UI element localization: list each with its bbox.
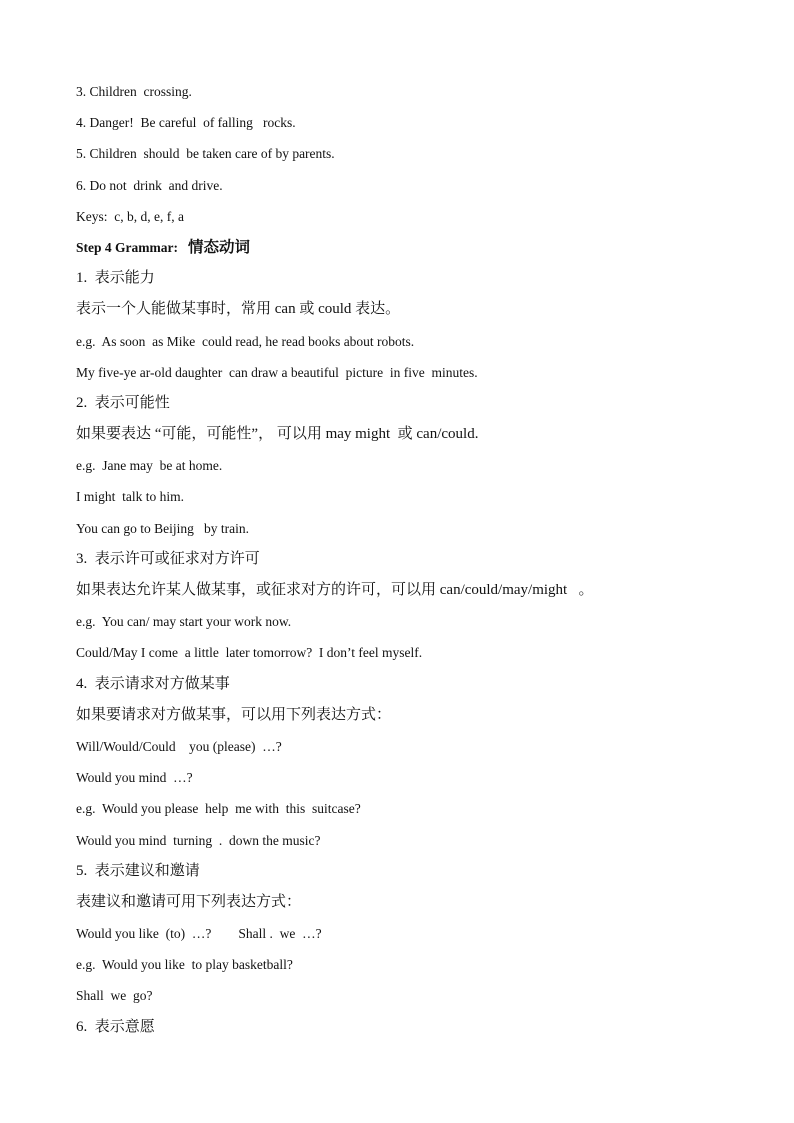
- example-line: e.g. Would you like to play basketball?: [76, 957, 293, 973]
- section-heading: 6. 表示意愿: [76, 1018, 155, 1035]
- text-line: 3. Children crossing.: [76, 84, 192, 99]
- answer-keys: Keys: c, b, d, e, f, a: [76, 208, 184, 224]
- example-line: e.g. As soon as Mike could read, he read books about robots.: [76, 333, 415, 349]
- section-heading: 1. 表示能力: [76, 270, 155, 287]
- section-heading: 2. 表示可能性: [76, 394, 170, 411]
- text-line: 表示一个人能做某事时，常用 can 或 could 表达。: [76, 301, 401, 318]
- text-line: 如果表达允许某人做某事，或征求对方的许可，可以用 can/could/may/might 。: [76, 582, 594, 598]
- pattern-line: Would you mind …?: [76, 770, 193, 786]
- text-line: 如果要表达 “可能，可能性”， 可以用 may might 或 can/could.: [76, 426, 479, 443]
- section-heading: 3. 表示许可或征求对方许可: [76, 550, 260, 567]
- example-line: You can go to Beijing by train.: [76, 520, 249, 536]
- example-line: e.g. You can/ may start your work now.: [76, 614, 292, 630]
- example-line: My five-ye ar-old daughter can draw a beautiful picture in five minutes.: [76, 364, 478, 380]
- text-line: 6. Do not drink and drive.: [76, 177, 223, 193]
- step-heading: [76, 232, 756, 263]
- document-body: [76, 76, 756, 1043]
- example-line: Would you mind turning . down the music?: [76, 832, 321, 848]
- text-line: 表建议和邀请可用下列表达方式：: [76, 893, 302, 910]
- example-line: e.g. Would you please help me with this suitcase?: [76, 801, 361, 817]
- step-heading-label: Step 4 Grammar:: [76, 239, 178, 255]
- text-line: 4. Danger! Be careful of falling rocks.: [76, 115, 296, 131]
- example-line: Could/May I come a little later tomorrow? I don’t feel myself.: [76, 645, 423, 661]
- text-line: 如果要请求对方做某事，可以用下列表达方式：: [76, 706, 392, 723]
- example-line: e.g. Jane may be at home.: [76, 458, 223, 474]
- example-line: Shall we go?: [76, 988, 153, 1004]
- pattern-line: Would you like (to) …? Shall . we …?: [76, 926, 322, 942]
- section-heading: 4. 表示请求对方做某事: [76, 675, 230, 692]
- step-heading-title: 情态动词: [187, 238, 250, 256]
- section-heading: 5. 表示建议和邀请: [76, 862, 200, 879]
- example-line: I might talk to him.: [76, 489, 184, 505]
- text-line: 5. Children should be taken care of by parents.: [76, 146, 335, 162]
- pattern-line: Will/Would/Could you (please) …?: [76, 738, 282, 754]
